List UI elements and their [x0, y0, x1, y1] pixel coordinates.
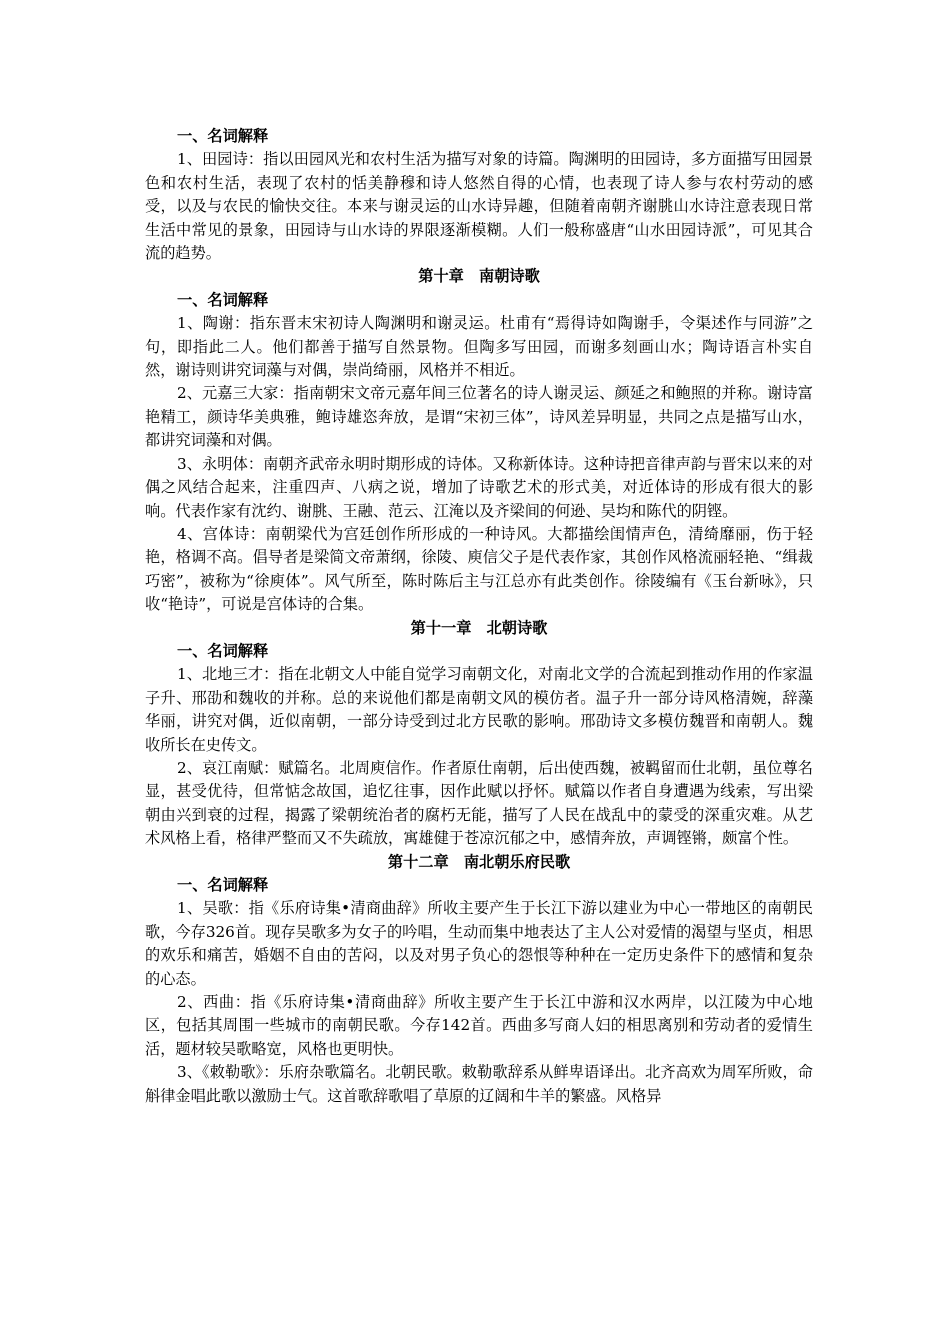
section-heading: 一、名词解释 — [177, 127, 269, 145]
paragraph: 2、元嘉三大家：指南朝宋文帝元嘉年间三位著名的诗人谢灵运、颜延之和鲍照的并称。谢诗富艳精工，颜诗华美典雅，鲍诗雄恣奔放，是谓“宋初三体”，诗风差异明显，共同之点是描写山水，都讲究词藻和对偶。 — [145, 384, 813, 450]
paragraph: 4、宫体诗：南朝梁代为宫廷创作所形成的一种诗风。大都描绘闺情声色，清绮靡丽，伤于轻艳，格调不高。倡导者是梁简文帝萧纲，徐陵、庾信父子是代表作家，其创作风格流丽轻艳、“缉裁巧密”，被称为“徐庾体”。风气所至，陈时陈后主与江总亦有此类创作。徐陵编有《玉台新咏》，只收“艳诗”，可说是宫体诗的合集。 — [145, 524, 813, 614]
paragraph: 3、《敕勒歌》：乐府杂歌篇名。北朝民歌。敕勒歌辞系从鲜卑语译出。北齐高欢为周军所败，命斛律金唱此歌以激励士气。这首歌辞歌唱了草原的辽阔和牛羊的繁盛。风格异 — [145, 1063, 813, 1105]
paragraph: 3、永明体：南朝齐武帝永明时期形成的诗体。又称新体诗。这种诗把音律声韵与晋宋以来的对偶之风结合起来，注重四声、八病之说，增加了诗歌艺术的形式美，对近体诗的形成有很大的影响。代表作家有沈约、谢朓、王融、范云、江淹以及齐梁间的何逊、吴均和陈代的阴铿。 — [145, 454, 813, 520]
paragraph: 1、田园诗：指以田园风光和农村生活为描写对象的诗篇。陶渊明的田园诗，多方面描写田园景色和农村生活，表现了农村的恬美静穆和诗人悠然自得的心情，也表现了诗人参与农村劳动的感受，以及与农民的愉快交往。本来与谢灵运的山水诗异趣，但随着南朝齐谢朓山水诗注意表现日常生活中常见的景象，田园诗与山水诗的界限逐渐模糊。人们一般称盛唐“山水田园诗派”，可见其合流的趋势。 — [145, 150, 813, 263]
section-heading: 一、名词解释 — [177, 641, 269, 660]
chapter-title: 第十章 南朝诗歌 — [418, 267, 540, 286]
chapter-title: 第十二章 南北朝乐府民歌 — [387, 852, 571, 871]
section-heading: 一、名词解释 — [177, 876, 269, 894]
paragraph: 1、吴歌：指《乐府诗集•清商曲辞》所收主要产生于长江下游以建业为中心一带地区的南朝民歌，今存326首。现存吴歌多为女子的吟唱，生动而集中地表达了主人公对爱情的渴望与坚贞，相思的欢乐和痛苦，婚姻不自由的苦闷，以及对男子负心的怨恨等种种在一定历史条件下的感情和复杂的心态。 — [145, 899, 813, 988]
chapter-title: 第十一章 北朝诗歌 — [410, 618, 548, 637]
paragraph: 2、哀江南赋：赋篇名。北周庾信作。作者原仕南朝，后出使西魏，被羁留而仕北朝，虽位尊名显，甚受优待，但常惦念故国，追忆往事，因作此赋以抒怀。赋篇以作者自身遭遇为线索，写出梁朝由兴到衰的过程，揭露了梁朝统治者的腐朽无能，描写了人民在战乱中的蒙受的深重灾难。从艺术风格上看，格律严整而又不失疏放，寓雄健于苍凉沉郁之中，感情奔放，声调铿锵，颇富个性。 — [145, 758, 813, 848]
document-page — [145, 125, 813, 1108]
paragraph: 2、西曲：指《乐府诗集•清商曲辞》所收主要产生于长江中游和汉水两岸，以江陵为中心地区，包括其周围一些城市的南朝民歌。今存142首。西曲多写商人妇的相思离别和劳动者的爱情生活，题材较吴歌略宽，风格也更明快。 — [145, 993, 813, 1058]
paragraph: 1、陶谢：指东晋末宋初诗人陶渊明和谢灵运。杜甫有“焉得诗如陶谢手，令渠述作与同游”之句，即指此二人。他们都善于描写自然景物。但陶多写田园，而谢多刻画山水；陶诗语言朴实自然，谢诗则讲究词藻与对偶，崇尚绮丽，风格并不相近。 — [145, 314, 813, 380]
paragraph: 1、北地三才：指在北朝文人中能自觉学习南朝文化，对南北文学的合流起到推动作用的作家温子升、邢劭和魏收的并称。总的来说他们都是南朝文风的模仿者。温子升一部分诗风格清婉，辞藻华丽，讲究对偶，近似南朝，一部分诗受到过北方民歌的影响。邢劭诗文多模仿魏晋和南朝人。魏收所长在史传文。 — [145, 665, 813, 754]
section-heading: 一、名词解释 — [177, 290, 269, 309]
